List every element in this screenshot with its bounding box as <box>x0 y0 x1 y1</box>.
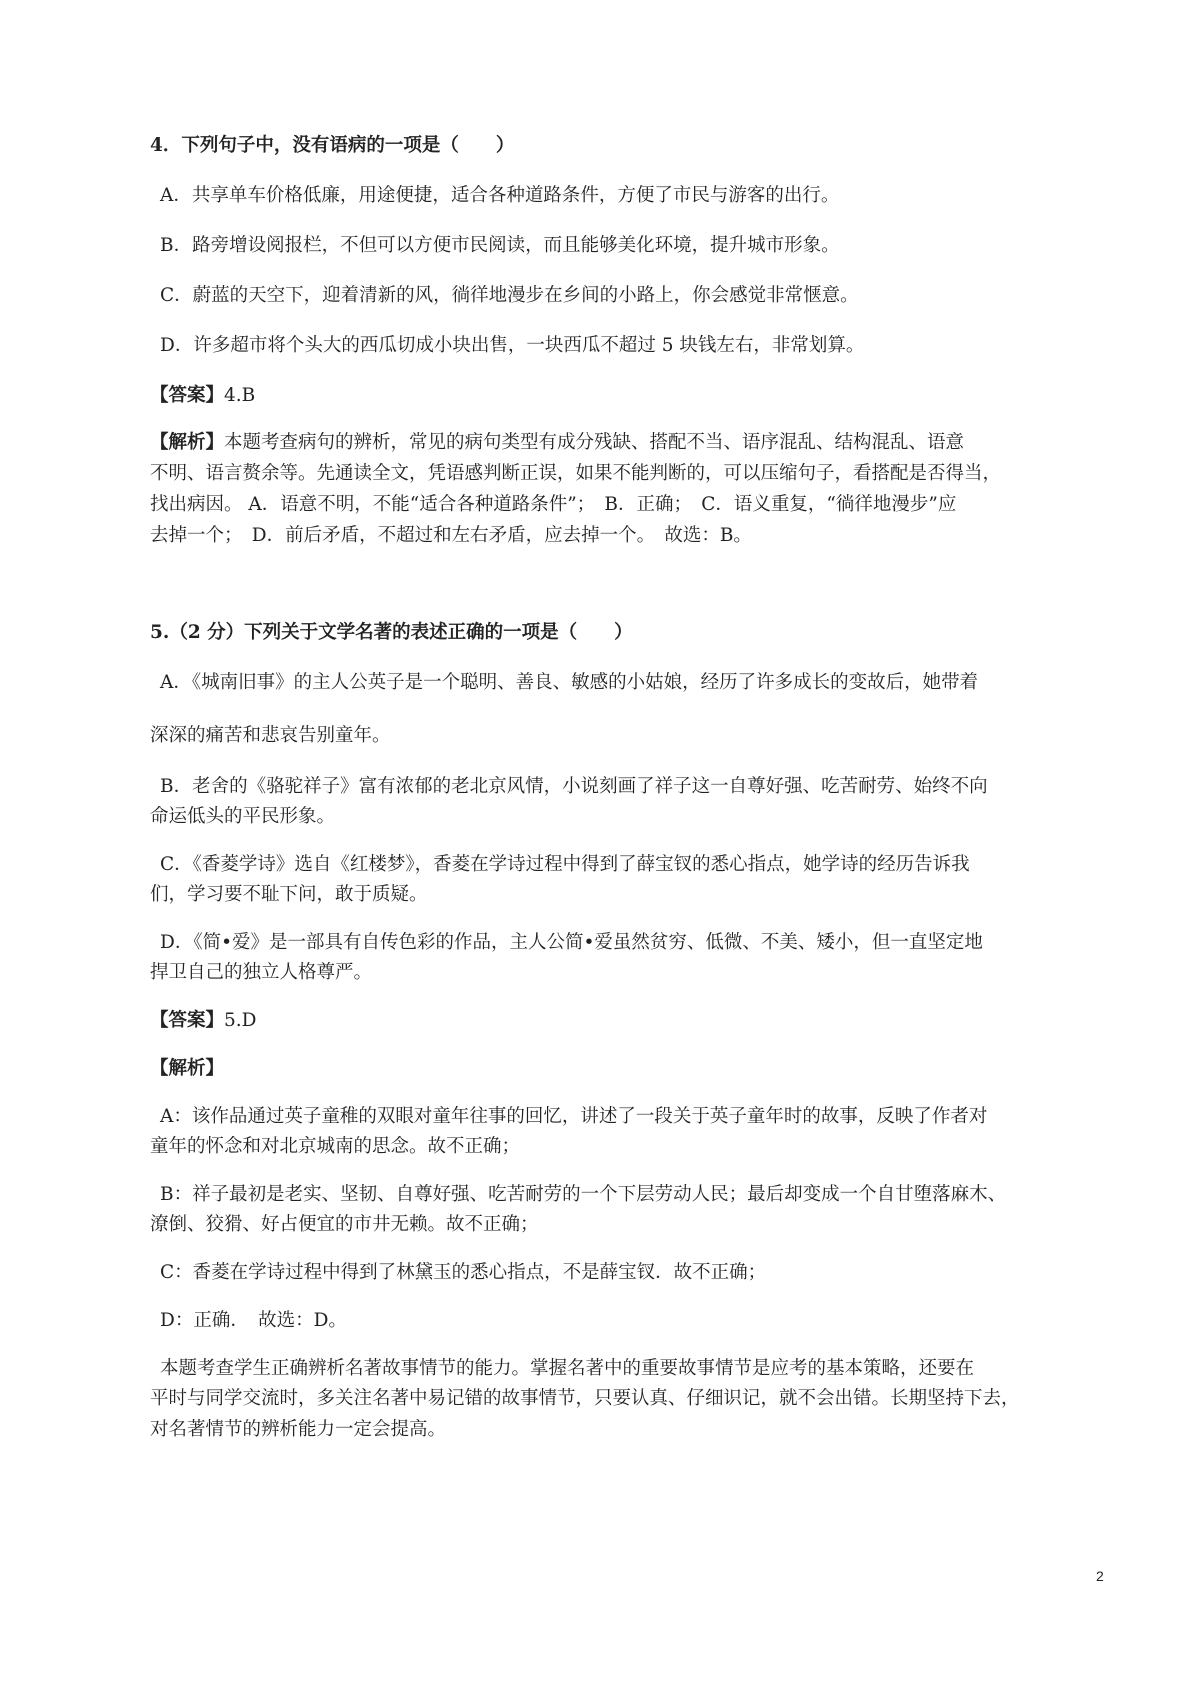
q4-answer <box>150 384 255 408</box>
q5-expl-a-line-1: A：该作品通过英子童稚的双眼对童年往事的回忆，讲述了一段关于英子童年时的故事，反映了作者对 <box>160 1106 988 1127</box>
q4-analysis-text-1: 本题考查病句的辨析，常见的病句类型有成分残缺、搭配不当、语序混乱、结构混乱、语意 <box>224 432 965 453</box>
q5-summary-line-2: 平时与同学交流时，多关注名著中易记错的故事情节，只要认真、仔细识记，就不会出错。长期坚持下去， <box>150 1388 1020 1409</box>
q5-option-a-line-2: 深深的痛苦和悲哀告别童年。 <box>150 725 391 746</box>
q4-analysis-line-1 <box>150 431 964 455</box>
q5-option-d-line-2: 捍卫自己的独立人格尊严。 <box>150 962 373 983</box>
q4-answer-tag: 【答案】 <box>150 385 225 406</box>
q4-answer-value: 4.B <box>224 385 256 406</box>
q5-expl-d: D：正确． 故选：D。 <box>160 1310 347 1331</box>
q5-analysis-tag: 【解析】 <box>150 1058 225 1079</box>
q5-expl-c: C：香菱在学诗过程中得到了林黛玉的悉心指点，不是薛宝钗．故不正确； <box>160 1262 767 1283</box>
q5-option-a-line-1: A．《城南旧事》的主人公英子是一个聪明、善良、敏感的小姑娘，经历了许多成长的变故后，她带着 <box>160 672 979 693</box>
q5-answer-value: 5.D <box>224 1010 257 1031</box>
q4-analysis-tag: 【解析】 <box>150 432 225 453</box>
q4-option-a: A．共享单车价格低廉，用途便捷，适合各种道路条件，方便了市民与游客的出行。 <box>160 185 840 206</box>
q5-option-b-line-1: B．老舍的《骆驼祥子》富有浓郁的老北京风情，小说刻画了祥子这一自尊好强、吃苦耐劳、始终不向 <box>160 776 988 797</box>
page-number: 2 <box>1096 1568 1104 1584</box>
q5-option-b-line-2: 命运低头的平民形象。 <box>150 806 336 827</box>
q5-summary-line-1: 本题考查学生正确辨析名著故事情节的能力。掌握名著中的重要故事情节是应考的基本策略，还要在 <box>160 1358 975 1379</box>
q5-expl-a-line-2: 童年的怀念和对北京城南的思念。故不正确； <box>150 1136 521 1157</box>
q4-option-d: D．许多超市将个头大的西瓜切成小块出售，一块西瓜不超过 5 块钱左右，非常划算。 <box>160 335 865 356</box>
q4-analysis-line-3: 找出病因。 A．语意不明，不能“适合各种道路条件”； B．正确； C．语义重复，“徜徉地漫步”应 <box>150 494 957 515</box>
q5-option-d-line-1: D．《简•爱》是一部具有自传色彩的作品，主人公简•爱虽然贫穷、低微、不美、矮小，但一直坚定地 <box>160 932 983 953</box>
q4-analysis-line-2: 不明、语言赘余等。先通读全文，凭语感判断正误，如果不能判断的，可以压缩句子，看搭配是否得当， <box>150 463 1002 484</box>
q4-analysis-line-4: 去掉一个； D．前后矛盾，不超过和左右矛盾，应去掉一个。 故选：B。 <box>150 525 752 546</box>
q5-stem: 5.（2 分）下列关于文学名著的表述正确的一项是（ ） <box>150 622 633 643</box>
q5-option-c-line-1: C．《香菱学诗》选自《红楼梦》，香菱在学诗过程中得到了薛宝钗的悉心指点，她学诗的经历告诉我 <box>160 854 970 875</box>
q5-answer-tag: 【答案】 <box>150 1010 225 1031</box>
q4-stem: 4．下列句子中，没有语病的一项是（ ） <box>150 135 515 156</box>
q5-option-c-line-2: 们，学习要不耻下问，敢于质疑。 <box>150 884 428 905</box>
q4-option-b: B．路旁增设阅报栏，不但可以方便市民阅读，而且能够美化环境，提升城市形象。 <box>160 235 840 256</box>
q5-summary-line-3: 对名著情节的辨析能力一定会提高。 <box>150 1419 447 1440</box>
q5-expl-b-line-2: 潦倒、狡猾、好占便宜的市井无赖。故不正确； <box>150 1214 539 1235</box>
q5-expl-b-line-1: B：祥子最初是老实、坚韧、自尊好强、吃苦耐劳的一个下层劳动人民；最后却变成一个自甘堕落麻木、 <box>160 1184 1007 1205</box>
q4-option-c: C．蔚蓝的天空下，迎着清新的风，徜徉地漫步在乡间的小路上，你会感觉非常惬意。 <box>160 285 859 306</box>
q5-answer <box>150 1009 257 1033</box>
